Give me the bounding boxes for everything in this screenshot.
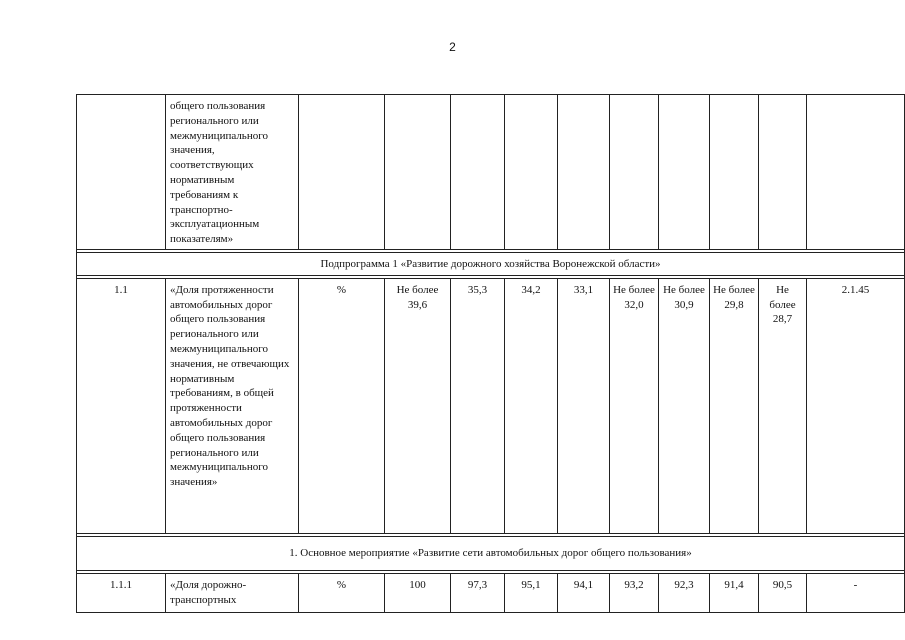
cell-value bbox=[759, 95, 807, 250]
indicators-table bbox=[76, 94, 905, 613]
cell-value: 97,3 bbox=[451, 573, 505, 612]
cell-value: 92,3 bbox=[659, 573, 710, 612]
cell-indicator-name: «Доля протяженности автомобильных дорог общего пользования регионального или межмуниципального значения, не отвечающих нормативным требованиям, в общей протяженности автомобильных дорог общего пользования регионального или межмуниципального значения» bbox=[166, 278, 299, 533]
cell-value: 90,5 bbox=[759, 573, 807, 612]
cell-value bbox=[710, 95, 759, 250]
cell-value: Не более 32,0 bbox=[610, 278, 659, 533]
cell-value bbox=[505, 95, 558, 250]
cell-value: 100 bbox=[385, 573, 451, 612]
cell-value: 91,4 bbox=[710, 573, 759, 612]
cell-unit: % bbox=[299, 278, 385, 533]
cell-value: Не более 30,9 bbox=[659, 278, 710, 533]
cell-value bbox=[558, 95, 610, 250]
cell-reference: 2.1.45 bbox=[807, 278, 905, 533]
cell-value: 34,2 bbox=[505, 278, 558, 533]
subprogram-title: Подпрограмма 1 «Развитие дорожного хозяйства Воронежской области» bbox=[77, 252, 905, 275]
cell-value bbox=[610, 95, 659, 250]
cell-unit bbox=[299, 95, 385, 250]
cell-indicator-name: «Доля дорожно-транспортных bbox=[166, 573, 299, 612]
cell-value: 95,1 bbox=[505, 573, 558, 612]
cell-value: 35,3 bbox=[451, 278, 505, 533]
table-row-indicator-1-1-1 bbox=[77, 573, 905, 612]
cell-unit: % bbox=[299, 573, 385, 612]
cell-reference: - bbox=[807, 573, 905, 612]
cell-value: 94,1 bbox=[558, 573, 610, 612]
cell-value bbox=[451, 95, 505, 250]
cell-value: 33,1 bbox=[558, 278, 610, 533]
table-row-indicator-1-1 bbox=[77, 278, 905, 533]
table-row-continuation bbox=[77, 95, 905, 250]
cell-number: 1.1.1 bbox=[77, 573, 166, 612]
table-row-subprogram bbox=[77, 252, 905, 275]
cell-value bbox=[659, 95, 710, 250]
cell-value: 93,2 bbox=[610, 573, 659, 612]
page-number: 2 bbox=[449, 40, 456, 54]
table-row-main-activity bbox=[77, 536, 905, 570]
cell-number: 1.1 bbox=[77, 278, 166, 533]
cell-number bbox=[77, 95, 166, 250]
main-activity-title: 1. Основное мероприятие «Развитие сети автомобильных дорог общего пользования» bbox=[77, 536, 905, 570]
cell-value: Не более 29,8 bbox=[710, 278, 759, 533]
cell-value: Не более 39,6 bbox=[385, 278, 451, 533]
cell-indicator-name: общего пользования регионального или межмуниципального значения, соответствующих нормативным требованиям к транспортно-эксплуатационным показателям» bbox=[166, 95, 299, 250]
cell-value: Не более 28,7 bbox=[759, 278, 807, 533]
cell-value bbox=[385, 95, 451, 250]
cell-reference bbox=[807, 95, 905, 250]
